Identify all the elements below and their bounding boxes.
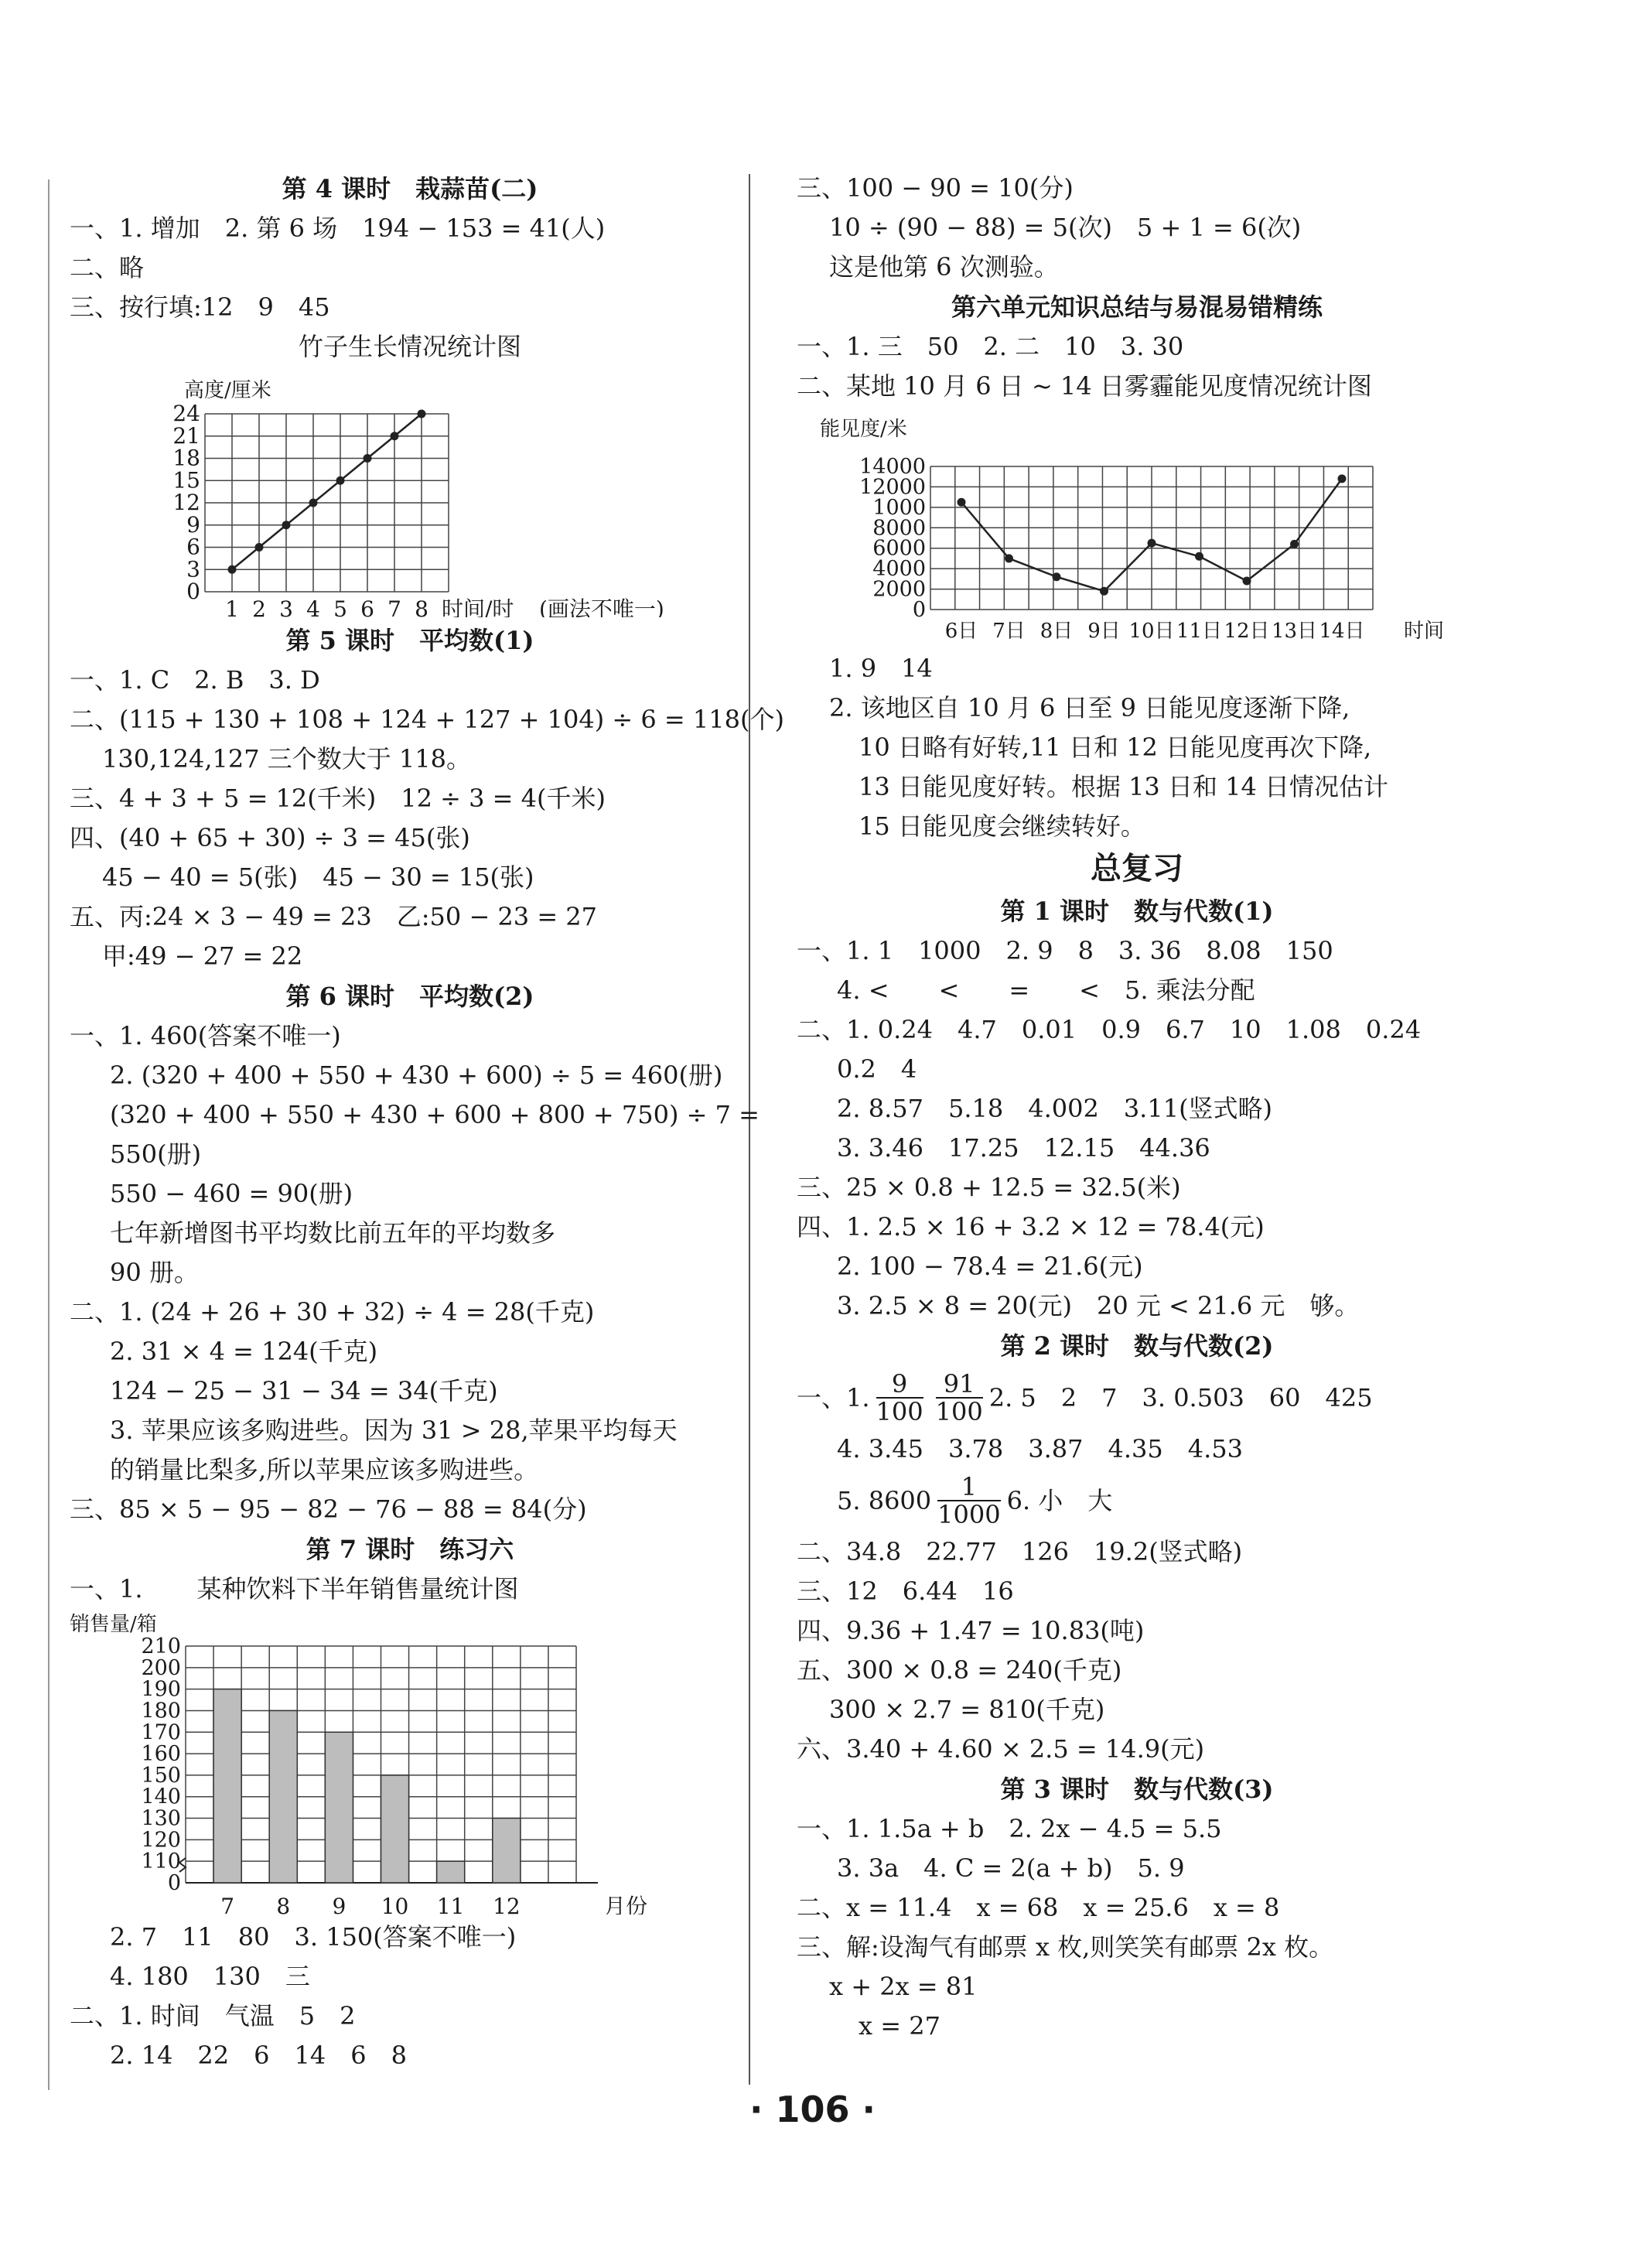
lesson6-line: (320 + 400 + 550 + 430 + 600 + 800 + 750) ÷ 7 = bbox=[110, 1100, 760, 1129]
c2-fraction-line1 bbox=[797, 1366, 1477, 1429]
y-tick-label: 190 bbox=[141, 1677, 181, 1702]
left-column bbox=[70, 169, 784, 2075]
lesson5-line: 甲:49 − 27 = 22 bbox=[102, 941, 303, 971]
data-point bbox=[1100, 587, 1108, 596]
fraction-91-100 bbox=[936, 1371, 983, 1425]
lesson6-line: 3. 苹果应该多购进些。因为 31 > 28,苹果平均每天 bbox=[110, 1416, 678, 1445]
y-tick-label: 2000 bbox=[872, 577, 926, 602]
x-axis-label: 时间/时 bbox=[442, 596, 514, 617]
y-tick-label: 1000 bbox=[872, 495, 926, 520]
y-tick-label: 140 bbox=[141, 1785, 181, 1809]
x-tick-label: 7日 bbox=[992, 620, 1026, 643]
y-tick-label: 180 bbox=[141, 1699, 181, 1723]
lesson5-line: 一、1. C 2. B 3. D bbox=[70, 665, 320, 695]
y-tick-label: 120 bbox=[141, 1828, 181, 1853]
fraction-denominator: 1000 bbox=[937, 1500, 1001, 1529]
c3-line: x + 2x = 81 bbox=[829, 1972, 978, 2001]
bar bbox=[269, 1710, 297, 1883]
x-tick-label: 12 bbox=[493, 1894, 521, 1914]
lesson5-line: 五、丙:24 × 3 − 49 = 23 乙:50 − 23 = 27 bbox=[70, 902, 598, 931]
c1-line: 三、25 × 0.8 + 12.5 = 32.5(米) bbox=[797, 1173, 1181, 1202]
c1-line: 3. 2.5 × 8 = 20(元) 20 元 < 21.6 元 够。 bbox=[837, 1291, 1360, 1320]
c2-line4: 4. 3.45 3.78 3.87 4.35 4.53 bbox=[837, 1434, 1243, 1464]
c3-line: 一、1. 1.5a + b 2. 2x − 4.5 = 5.5 bbox=[797, 1814, 1222, 1843]
fraction-1-1000 bbox=[937, 1474, 1000, 1528]
lesson6-line: 二、1. (24 + 26 + 30 + 32) ÷ 4 = 28(千克) bbox=[70, 1297, 595, 1327]
review-c1-title: 第 1 课时 数与代数(1) bbox=[1000, 897, 1274, 926]
c3-line: 3. 3a 4. C = 2(a + b) 5. 9 bbox=[837, 1853, 1185, 1883]
y-tick-label: 3 bbox=[186, 556, 200, 582]
lesson5-line: 130,124,127 三个数大于 118。 bbox=[102, 744, 472, 774]
y-tick-label: 210 bbox=[141, 1634, 181, 1658]
c2-line: 三、12 6.44 16 bbox=[797, 1576, 1014, 1606]
visibility-line-chart bbox=[797, 406, 1477, 646]
y-tick-label: 9 bbox=[186, 511, 200, 538]
c2-line: 二、34.8 22.77 126 19.2(竖式略) bbox=[797, 1537, 1243, 1566]
data-point bbox=[1005, 554, 1013, 562]
c2-fraction-line5 bbox=[797, 1469, 1477, 1532]
bar bbox=[493, 1819, 521, 1883]
lesson4-line2: 二、略 bbox=[70, 253, 145, 282]
x-tick-label: 11日 bbox=[1176, 620, 1223, 643]
data-point bbox=[364, 454, 372, 463]
review-title: 总复习 bbox=[1091, 850, 1183, 886]
x-tick-label: 6 bbox=[360, 596, 374, 617]
chart-note: (画法不唯一) bbox=[539, 596, 664, 617]
lesson6-line: 124 − 25 − 31 − 34 = 34(千克) bbox=[110, 1376, 498, 1406]
data-point bbox=[1243, 577, 1251, 586]
c2-line: 300 × 2.7 = 810(千克) bbox=[829, 1695, 1105, 1724]
data-point bbox=[282, 521, 291, 529]
c1-line: 2. 8.57 5.18 4.002 3.11(竖式略) bbox=[837, 1094, 1273, 1123]
lesson5-line: 三、4 + 3 + 5 = 12(千米) 12 ÷ 3 = 4(千米) bbox=[70, 784, 606, 813]
unit6-after: 10 日略有好转,11 日和 12 日能见度再次下降, bbox=[859, 733, 1372, 762]
lesson6-line: 2. (320 + 400 + 550 + 430 + 600) ÷ 5 = 460(册) bbox=[110, 1061, 723, 1090]
lesson5-line: 二、(115 + 130 + 108 + 124 + 127 + 104) ÷ 6 = 118(个) bbox=[70, 705, 784, 734]
data-point bbox=[391, 432, 399, 440]
right-column bbox=[797, 169, 1477, 2046]
c1-line: 0.2 4 bbox=[837, 1054, 917, 1084]
review-c3-title: 第 3 课时 数与代数(3) bbox=[1000, 1774, 1274, 1804]
x-tick-label: 4 bbox=[306, 596, 320, 617]
y-tick-label: 0 bbox=[167, 1871, 181, 1895]
review-c2-title: 第 2 课时 数与代数(2) bbox=[1000, 1331, 1274, 1361]
y-tick-label: 110 bbox=[141, 1850, 181, 1874]
fraction-numerator: 9 bbox=[876, 1371, 923, 1399]
top-line: 10 ÷ (90 − 88) = 5(次) 5 + 1 = 6(次) bbox=[829, 213, 1302, 242]
y-tick-label: 130 bbox=[141, 1806, 181, 1831]
data-point bbox=[958, 498, 966, 507]
c1-line: 4. < < = < 5. 乘法分配 bbox=[837, 975, 1255, 1005]
x-tick-label: 8日 bbox=[1040, 620, 1074, 643]
x-tick-label: 9 bbox=[332, 1894, 347, 1914]
lesson4-title: 第 4 课时 栽蒜苗(二) bbox=[282, 174, 538, 203]
lesson6-line: 一、1. 460(答案不唯一) bbox=[70, 1021, 341, 1050]
unit6-after: 2. 该地区自 10 月 6 日至 9 日能见度逐渐下降, bbox=[829, 693, 1350, 722]
x-tick-label: 9日 bbox=[1087, 620, 1121, 643]
c3-line: 二、x = 11.4 x = 68 x = 25.6 x = 8 bbox=[797, 1893, 1280, 1922]
unit6-title: 第六单元知识总结与易混易错精练 bbox=[951, 292, 1323, 322]
y-tick-label: 12000 bbox=[859, 475, 926, 500]
data-point bbox=[1053, 572, 1061, 581]
y-axis-label: 销售量/箱 bbox=[70, 1613, 157, 1636]
c2-f1-rest: 2. 5 2 7 3. 0.503 60 425 bbox=[988, 1382, 1373, 1412]
y-tick-label: 160 bbox=[141, 1742, 181, 1767]
bamboo-chart-title: 竹子生长情况统计图 bbox=[298, 332, 521, 361]
lesson7-q1 bbox=[70, 1569, 750, 1609]
x-tick-label: 7 bbox=[387, 596, 401, 617]
left-margin-rule bbox=[48, 179, 50, 2090]
y-tick-label: 200 bbox=[141, 1655, 181, 1680]
data-point bbox=[1195, 552, 1203, 561]
x-tick-label: 13日 bbox=[1271, 620, 1318, 643]
lesson7-line: 二、1. 时间 气温 5 2 bbox=[70, 2001, 356, 2031]
y-tick-label: 8000 bbox=[872, 516, 926, 541]
data-point bbox=[255, 543, 264, 552]
x-tick-label: 8 bbox=[276, 1894, 291, 1914]
bar bbox=[213, 1689, 241, 1883]
x-tick-label: 2 bbox=[252, 596, 266, 617]
lesson5-title: 第 5 课时 平均数(1) bbox=[285, 626, 534, 655]
bar bbox=[325, 1732, 353, 1883]
lesson6-line: 的销量比梨多,所以苹果应该多购进些。 bbox=[110, 1455, 539, 1484]
y-tick-label: 14000 bbox=[859, 455, 926, 479]
x-tick-label: 1 bbox=[225, 596, 239, 617]
c2-line: 四、9.36 + 1.47 = 10.83(吨) bbox=[797, 1616, 1145, 1645]
x-axis-label: 月份 bbox=[604, 1894, 648, 1914]
fraction-numerator: 91 bbox=[936, 1371, 983, 1399]
lesson6-line: 三、85 × 5 − 95 − 82 − 76 − 88 = 84(分) bbox=[70, 1494, 587, 1524]
data-point bbox=[1148, 539, 1156, 548]
y-tick-label: 0 bbox=[912, 598, 926, 622]
fraction-denominator: 100 bbox=[876, 1397, 923, 1426]
unit6-after: 15 日能见度会继续转好。 bbox=[859, 811, 1145, 841]
x-tick-label: 10日 bbox=[1128, 620, 1175, 643]
y-tick-label: 150 bbox=[141, 1763, 181, 1788]
x-axis-label: 时间 bbox=[1404, 620, 1445, 643]
bamboo-growth-chart bbox=[70, 366, 750, 617]
y-tick-label: 4000 bbox=[872, 557, 926, 582]
x-tick-label: 8 bbox=[415, 596, 428, 617]
c1-line: 3. 3.46 17.25 12.15 44.36 bbox=[837, 1133, 1210, 1163]
c1-line: 四、1. 2.5 × 16 + 3.2 × 12 = 78.4(元) bbox=[797, 1212, 1265, 1242]
y-tick-label: 0 bbox=[186, 579, 200, 604]
lesson7-q1-prefix: 一、1. bbox=[70, 1574, 143, 1604]
unit6-after: 13 日能见度好转。根据 13 日和 14 日情况估计 bbox=[859, 772, 1389, 801]
data-point bbox=[418, 410, 426, 418]
lesson4-line3: 三、按行填:12 9 45 bbox=[70, 292, 330, 322]
c2-line: 六、3.40 + 4.60 × 2.5 = 14.9(元) bbox=[797, 1734, 1205, 1764]
lesson6-title: 第 6 课时 平均数(2) bbox=[285, 982, 534, 1011]
lesson5-line: 四、(40 + 65 + 30) ÷ 3 = 45(张) bbox=[70, 823, 470, 852]
bar bbox=[437, 1861, 465, 1883]
data-point bbox=[1338, 474, 1347, 483]
unit6-line2: 二、某地 10 月 6 日 ~ 14 日雾霾能见度情况统计图 bbox=[797, 371, 1372, 401]
bar bbox=[381, 1775, 409, 1883]
lesson7-line: 2. 14 22 6 14 6 8 bbox=[110, 2041, 407, 2070]
page-number: · 106 · bbox=[749, 2089, 876, 2130]
unit6-after: 1. 9 14 bbox=[829, 654, 933, 683]
lesson7-title: 第 7 课时 练习六 bbox=[306, 1535, 514, 1564]
fraction-numerator: 1 bbox=[937, 1474, 1000, 1501]
c3-line: 三、解:设淘气有邮票 x 枚,则笑笑有邮票 2x 枚。 bbox=[797, 1932, 1334, 1962]
fraction-denominator: 100 bbox=[935, 1397, 983, 1426]
c2-f1-prefix: 一、1. bbox=[797, 1382, 870, 1412]
x-tick-label: 11 bbox=[436, 1894, 465, 1914]
data-point bbox=[309, 499, 318, 507]
top-line: 这是他第 6 次测验。 bbox=[829, 252, 1059, 282]
y-tick-label: 21 bbox=[172, 422, 200, 449]
c1-line: 二、1. 0.24 4.7 0.01 0.9 6.7 10 1.08 0.24 bbox=[797, 1015, 1422, 1044]
lesson6-line: 七年新增图书平均数比前五年的平均数多 bbox=[110, 1218, 556, 1248]
c3-line: x = 27 bbox=[859, 2011, 941, 2041]
y-axis-label: 高度/厘米 bbox=[184, 379, 271, 402]
lesson6-line: 2. 31 × 4 = 124(千克) bbox=[110, 1337, 378, 1366]
x-tick-label: 7 bbox=[220, 1894, 235, 1914]
x-tick-label: 14日 bbox=[1319, 620, 1365, 643]
c1-line: 一、1. 1 1000 2. 9 8 3. 36 8.08 150 bbox=[797, 936, 1333, 965]
y-tick-label: 6000 bbox=[872, 536, 926, 561]
data-point bbox=[228, 565, 237, 574]
sales-bar-chart bbox=[70, 1609, 750, 1914]
lesson6-line: 550(册) bbox=[110, 1139, 202, 1169]
y-tick-label: 170 bbox=[141, 1720, 181, 1745]
y-tick-label: 24 bbox=[172, 401, 200, 426]
c2-f5-rest: 6. 小 大 bbox=[1006, 1485, 1113, 1515]
data-point bbox=[336, 476, 345, 485]
lesson6-line: 90 册。 bbox=[110, 1258, 199, 1287]
x-tick-label: 10 bbox=[381, 1894, 409, 1914]
unit6-line1: 一、1. 三 50 2. 二 10 3. 30 bbox=[797, 332, 1184, 361]
c1-line: 2. 100 − 78.4 = 21.6(元) bbox=[837, 1252, 1143, 1281]
lesson7-line: 4. 180 130 三 bbox=[110, 1962, 310, 1991]
y-axis-label: 能见度/米 bbox=[820, 418, 907, 441]
c2-f5-prefix: 5. 8600 bbox=[837, 1485, 932, 1515]
y-tick-label: 6 bbox=[186, 534, 200, 560]
fraction-9-100 bbox=[876, 1371, 923, 1425]
x-tick-label: 5 bbox=[333, 596, 347, 617]
top-line: 三、100 − 90 = 10(分) bbox=[797, 173, 1074, 203]
sales-chart-title: 某种饮料下半年销售量统计图 bbox=[196, 1574, 519, 1604]
c2-line: 五、300 × 0.8 = 240(千克) bbox=[797, 1655, 1122, 1685]
lesson4-line1: 一、1. 增加 2. 第 6 场 194 − 153 = 41(人) bbox=[70, 213, 606, 243]
x-tick-label: 12日 bbox=[1224, 620, 1270, 643]
lesson6-line: 550 − 460 = 90(册) bbox=[110, 1179, 353, 1208]
lesson5-line: 45 − 40 = 5(张) 45 − 30 = 15(张) bbox=[102, 862, 534, 892]
data-point bbox=[1290, 540, 1299, 548]
lesson7-line: 2. 7 11 80 3. 150(答案不唯一) bbox=[110, 1922, 517, 1952]
x-tick-label: 6日 bbox=[944, 620, 978, 643]
y-tick-label: 18 bbox=[172, 445, 200, 471]
y-tick-label: 12 bbox=[172, 490, 200, 515]
x-tick-label: 3 bbox=[279, 596, 293, 617]
y-tick-label: 15 bbox=[172, 467, 200, 494]
